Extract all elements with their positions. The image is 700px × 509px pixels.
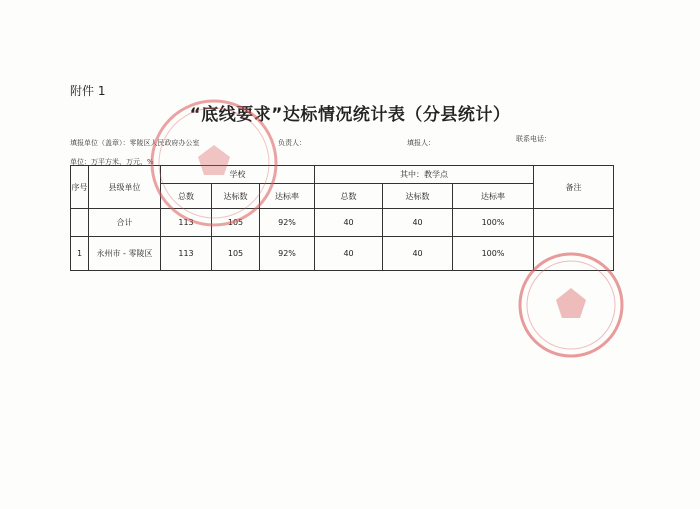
cell-seq: 1 [71,237,89,271]
cell-school-total: 113 [161,237,212,271]
header-remarks: 备注 [534,166,614,209]
table-header-row [71,166,614,184]
contact-phone: 联系电话： [516,135,551,143]
cell-tp-total: 40 [315,209,383,237]
cell-county: 合计 [89,209,161,237]
cell-remarks [534,209,614,237]
cell-school-qualified: 105 [212,209,260,237]
cell-school-qualified: 105 [212,237,260,271]
header-tp-total: 总数 [315,184,383,209]
attachment-label: 附件 1 [70,84,106,98]
filled-by: 填报人： [407,139,435,147]
cell-remarks [534,237,614,271]
statistics-table [70,165,614,271]
header-school-qualified: 达标数 [212,184,260,209]
cell-county: 永州市 - 零陵区 [89,237,161,271]
page-title: “底线要求”达标情况统计表（分县统计） [189,105,511,125]
header-tp-qualified: 达标数 [383,184,453,209]
cell-tp-total: 40 [315,237,383,271]
header-county: 县级单位 [89,166,161,209]
header-teaching-points: 其中：教学点 [315,166,534,184]
cell-school-rate: 92% [260,209,315,237]
cell-seq [71,209,89,237]
header-seq: 序号 [71,166,89,209]
reporting-unit: 填报单位（盖章）：零陵区人民政府办公室 [70,139,200,147]
header-school-rate: 达标率 [260,184,315,209]
header-tp-rate: 达标率 [453,184,534,209]
unit-label: 单位：万平方米、万元、% [70,158,154,166]
cell-school-total: 113 [161,209,212,237]
header-school-total: 总数 [161,184,212,209]
cell-school-rate: 92% [260,237,315,271]
cell-tp-rate: 100% [453,237,534,271]
table-row [71,237,614,271]
cell-tp-qualified: 40 [383,237,453,271]
cell-tp-qualified: 40 [383,209,453,237]
header-school: 学校 [161,166,315,184]
cell-tp-rate: 100% [453,209,534,237]
person-in-charge: 负责人： [278,139,306,147]
table-row [71,209,614,237]
